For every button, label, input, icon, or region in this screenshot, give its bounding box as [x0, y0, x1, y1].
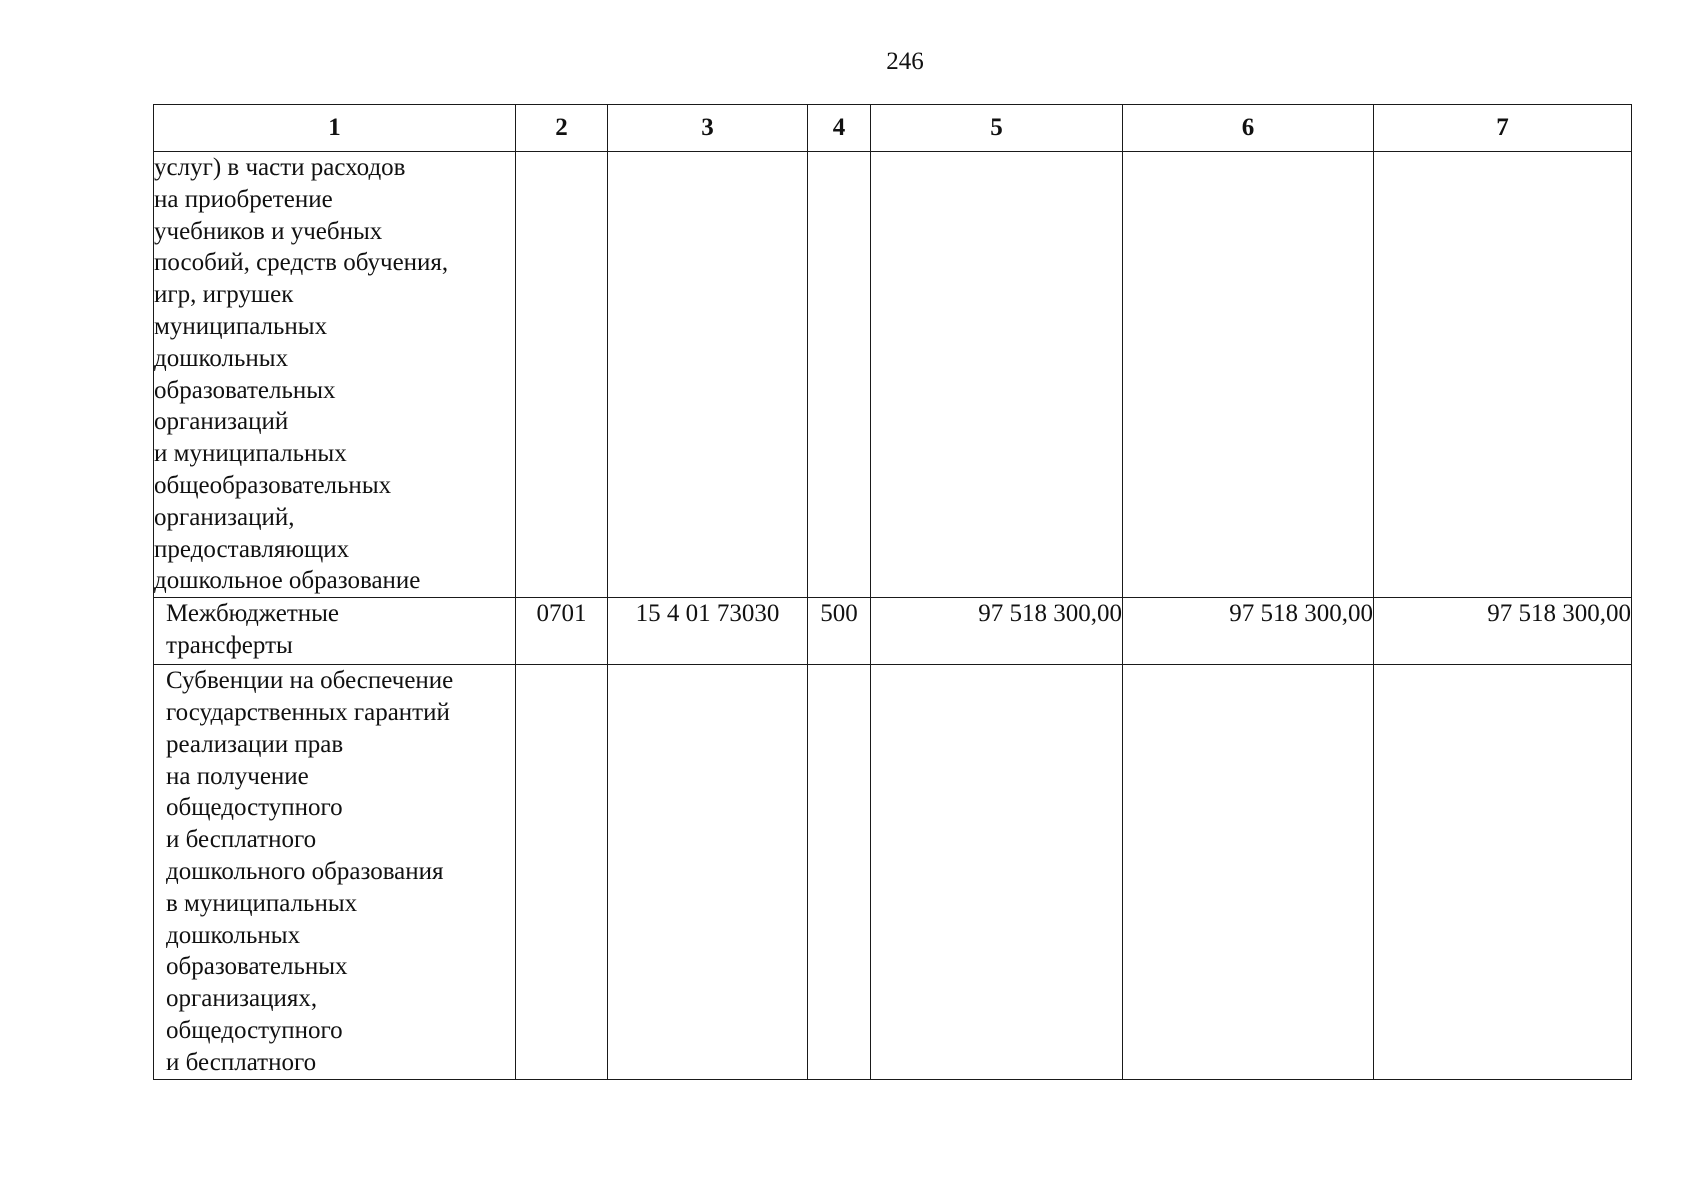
- budget-table: [153, 104, 1632, 1080]
- row-section-code: [516, 665, 608, 1079]
- header-col-1: 1: [154, 105, 516, 152]
- row-amount-2: [1123, 665, 1374, 1079]
- header-col-6: 6: [1123, 105, 1374, 152]
- row-description: услуг) в части расходов на приобретение учебников и учебных пособий, средств обучения, игр, игрушек муниципальных дошкольных образовательных организаций и муниципальных общеобразовательных организаций, предоставляющих дошкольное образование: [154, 152, 516, 598]
- row-target-article: [608, 665, 808, 1079]
- header-col-3: 3: [608, 105, 808, 152]
- header-col-2: 2: [516, 105, 608, 152]
- header-col-7: 7: [1374, 105, 1632, 152]
- row-target-article: 15 4 01 73030: [608, 598, 808, 665]
- row-amount-2: [1123, 152, 1374, 598]
- row-amount-1: [871, 152, 1123, 598]
- row-amount-2: 97 518 300,00: [1123, 598, 1374, 665]
- row-section-code: 0701: [516, 598, 608, 665]
- row-expense-type: 500: [808, 598, 871, 665]
- row-expense-type: [808, 665, 871, 1079]
- header-row: [154, 105, 1632, 152]
- header-col-4: 4: [808, 105, 871, 152]
- row-expense-type: [808, 152, 871, 598]
- row-description: Межбюджетные трансферты: [154, 598, 516, 665]
- row-amount-3: [1374, 152, 1632, 598]
- table-row: [154, 598, 1632, 665]
- page-number: 246: [886, 48, 924, 75]
- row-amount-1: 97 518 300,00: [871, 598, 1123, 665]
- row-amount-3: [1374, 665, 1632, 1079]
- header-col-5: 5: [871, 105, 1123, 152]
- row-target-article: [608, 152, 808, 598]
- row-section-code: [516, 152, 608, 598]
- table-row: [154, 152, 1632, 598]
- row-description: Субвенции на обеспечение государственных гарантий реализации прав на получение общедоступного и бесплатного дошкольного образования в муниципальных дошкольных образовательных организациях, общедоступного и бесплатного: [154, 665, 516, 1079]
- row-amount-3: 97 518 300,00: [1374, 598, 1632, 665]
- table-row: [154, 665, 1632, 1079]
- row-amount-1: [871, 665, 1123, 1079]
